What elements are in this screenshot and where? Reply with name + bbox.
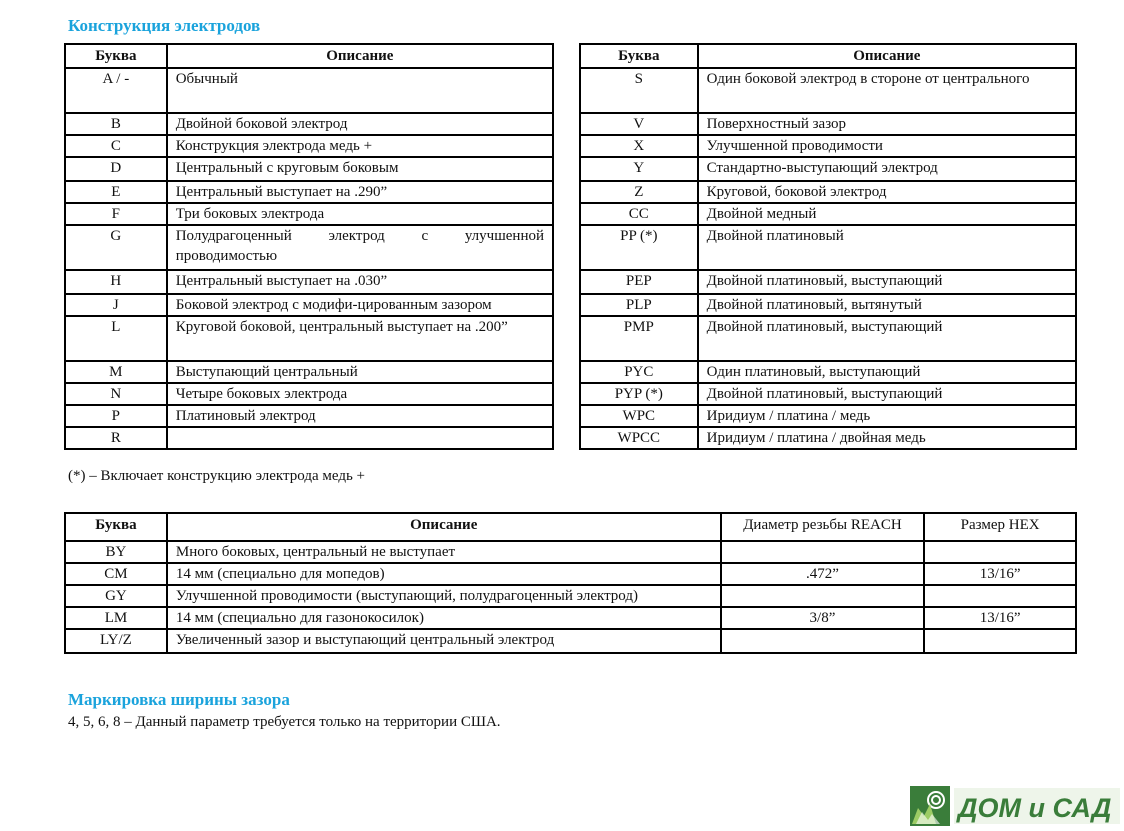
description-cell: 14 мм (специально для газонокосилок) (167, 607, 721, 629)
header-reach-diameter: Диаметр резьбы REACH (721, 513, 925, 541)
description-cell: Поверхностный зазор (698, 113, 1076, 135)
letter-cell: S (580, 68, 698, 113)
letter-cell: N (65, 383, 167, 405)
gap-marking-text: 4, 5, 6, 8 – Данный параметр требуется только на территории США. (68, 714, 501, 730)
header-description: Описание (167, 44, 553, 68)
table-row (580, 270, 1076, 294)
letter-cell: PYC (580, 361, 698, 383)
description-cell: 14 мм (специально для мопедов) (167, 563, 721, 585)
table-row (65, 181, 553, 203)
description-cell: Двойной боковой электрод (167, 113, 553, 135)
table-row (65, 113, 553, 135)
letter-cell: A / - (65, 68, 167, 113)
table-header-row (580, 44, 1076, 68)
description-cell: Три боковых электрода (167, 203, 553, 225)
header-description: Описание (698, 44, 1076, 68)
table-header-row (65, 44, 553, 68)
description-cell: Центральный выступает на .030” (167, 270, 553, 294)
logo-graphic (910, 786, 1120, 826)
description-cell: Иридиум / платина / медь (698, 405, 1076, 427)
letter-cell: E (65, 181, 167, 203)
letter-cell: R (65, 427, 167, 449)
table-row (580, 157, 1076, 181)
letter-cell: L (65, 316, 167, 361)
table-row (580, 316, 1076, 361)
letter-cell: X (580, 135, 698, 157)
description-cell: Центральный с круговым боковым (167, 157, 553, 181)
description-cell: Один боковой электрод в стороне от центрального (698, 68, 1076, 113)
description-cell: Обычный (167, 68, 553, 113)
table-row (65, 157, 553, 181)
reach-cell: .472” (721, 563, 925, 585)
table-row (65, 541, 1076, 563)
footnote: (*) – Включает конструкцию электрода медь + (68, 468, 365, 484)
table-row (580, 361, 1076, 383)
table-row (580, 427, 1076, 449)
reach-cell: 3/8” (721, 607, 925, 629)
section-title-gap-marking: Маркировка ширины зазора (68, 690, 290, 709)
letter-cell: C (65, 135, 167, 157)
description-cell: Двойной платиновый, выступающий (698, 270, 1076, 294)
hex-cell (924, 541, 1076, 563)
description-cell: Конструкция электрода медь + (167, 135, 553, 157)
electrode-table-left (64, 43, 554, 450)
description-cell: Иридиум / платина / двойная медь (698, 427, 1076, 449)
description-cell: Полудрагоценный электрод с улучшенной проводимостью (167, 225, 553, 270)
letter-cell: M (65, 361, 167, 383)
dom-i-sad-logo (910, 786, 1120, 826)
letter-cell: PEP (580, 270, 698, 294)
reach-cell (721, 541, 925, 563)
table-row (65, 607, 1076, 629)
letter-cell: PLP (580, 294, 698, 316)
table-row (580, 383, 1076, 405)
letter-cell: D (65, 157, 167, 181)
header-letter: Буква (65, 513, 167, 541)
table-row (65, 316, 553, 361)
section-title-electrode-construction: Конструкция электродов (68, 16, 261, 35)
description-cell: Много боковых, центральный не выступает (167, 541, 721, 563)
description-cell: Центральный выступает на .290” (167, 181, 553, 203)
table-row (65, 427, 553, 449)
description-cell: Двойной платиновый, выступающий (698, 383, 1076, 405)
description-cell: Двойной платиновый, вытянутый (698, 294, 1076, 316)
table-row (65, 563, 1076, 585)
table-header-row (65, 513, 1076, 541)
description-cell: Стандартно-выступающий электрод (698, 157, 1076, 181)
electrode-table-right (579, 43, 1077, 450)
header-hex-size: Размер HEX (924, 513, 1076, 541)
letter-cell: CM (65, 563, 167, 585)
description-cell: Двойной платиновый, выступающий (698, 316, 1076, 361)
reach-cell (721, 585, 925, 607)
table-row (580, 225, 1076, 270)
table-row (65, 203, 553, 225)
hex-cell (924, 585, 1076, 607)
letter-cell: CC (580, 203, 698, 225)
letter-cell: BY (65, 541, 167, 563)
letter-cell: GY (65, 585, 167, 607)
description-cell: Улучшенной проводимости (выступающий, полудрагоценный электрод) (167, 585, 721, 607)
letter-cell: G (65, 225, 167, 270)
description-cell: Выступающий центральный (167, 361, 553, 383)
table-row (65, 225, 553, 270)
letter-cell: Z (580, 181, 698, 203)
letter-cell: H (65, 270, 167, 294)
table-row (65, 270, 553, 294)
logo-text: ДОМ и САД (958, 793, 1112, 823)
hex-cell (924, 629, 1076, 653)
header-description: Описание (167, 513, 721, 541)
description-cell: Круговой, боковой электрод (698, 181, 1076, 203)
table-row (65, 135, 553, 157)
description-cell: Платиновый электрод (167, 405, 553, 427)
table-row (65, 68, 553, 113)
letter-cell: PP (*) (580, 225, 698, 270)
letter-cell: V (580, 113, 698, 135)
description-cell: Круговой боковой, центральный выступает на .200” (167, 316, 553, 361)
table-row (580, 135, 1076, 157)
letter-cell: J (65, 294, 167, 316)
header-letter: Буква (65, 44, 167, 68)
table-row (580, 181, 1076, 203)
letter-cell: PYP (*) (580, 383, 698, 405)
description-cell: Улучшенной проводимости (698, 135, 1076, 157)
description-cell: Боковой электрод с модифи-цированным зазором (167, 294, 553, 316)
letter-cell: F (65, 203, 167, 225)
description-cell: Один платиновый, выступающий (698, 361, 1076, 383)
table-row (580, 294, 1076, 316)
letter-cell: Y (580, 157, 698, 181)
reach-cell (721, 629, 925, 653)
description-cell: Двойной платиновый (698, 225, 1076, 270)
description-cell: Четыре боковых электрода (167, 383, 553, 405)
letter-cell: P (65, 405, 167, 427)
letter-cell: LY/Z (65, 629, 167, 653)
hex-cell: 13/16” (924, 607, 1076, 629)
letter-cell: PMP (580, 316, 698, 361)
description-cell (167, 427, 553, 449)
table-row (65, 405, 553, 427)
table-row (580, 405, 1076, 427)
electrode-table-bottom (64, 512, 1077, 654)
letter-cell: WPCC (580, 427, 698, 449)
table-row (65, 294, 553, 316)
table-row (580, 113, 1076, 135)
letter-cell: WPC (580, 405, 698, 427)
table-row (65, 361, 553, 383)
table-row (580, 68, 1076, 113)
table-row (65, 629, 1076, 653)
header-letter: Буква (580, 44, 698, 68)
hex-cell: 13/16” (924, 563, 1076, 585)
description-cell: Двойной медный (698, 203, 1076, 225)
letter-cell: B (65, 113, 167, 135)
table-row (580, 203, 1076, 225)
description-cell: Увеличенный зазор и выступающий центральный электрод (167, 629, 721, 653)
letter-cell: LM (65, 607, 167, 629)
table-row (65, 383, 553, 405)
table-row (65, 585, 1076, 607)
